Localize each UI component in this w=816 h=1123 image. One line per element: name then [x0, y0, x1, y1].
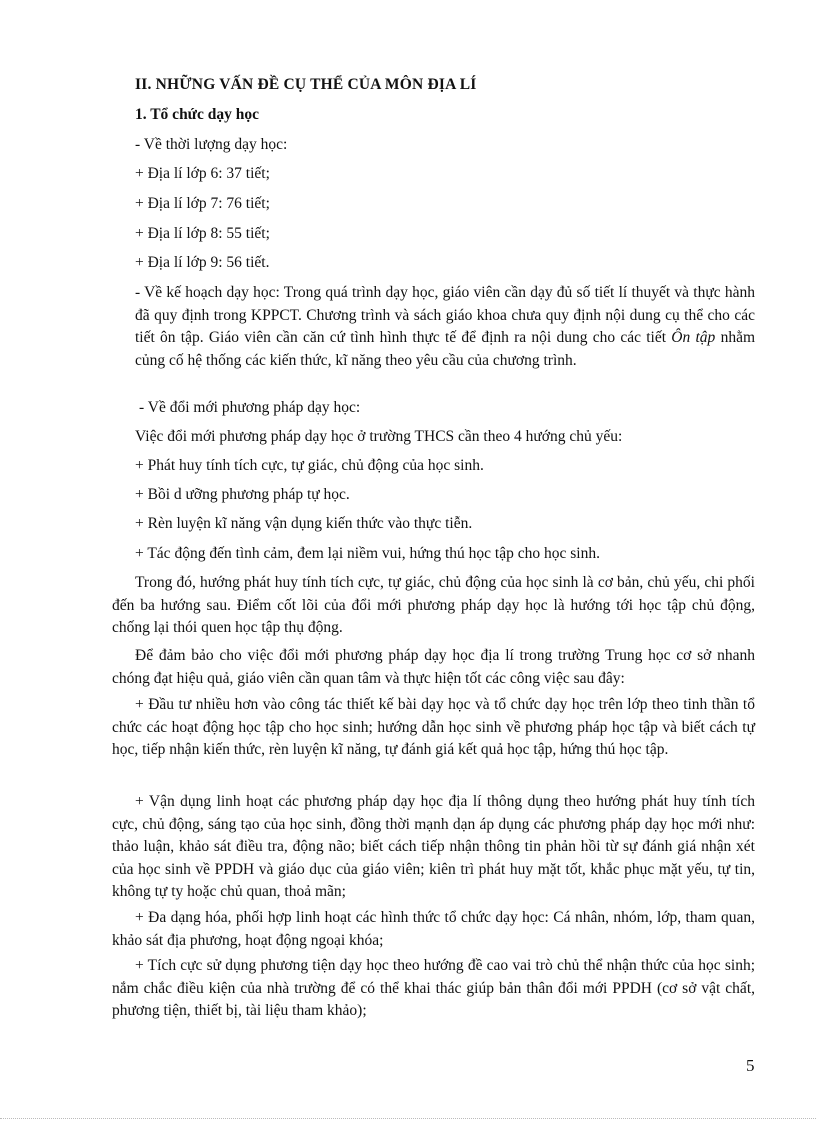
grade-line: + Địa lí lớp 6: 37 tiết;	[135, 165, 270, 182]
plan-text-em: Ôn tập	[671, 329, 716, 346]
page-number: 5	[746, 1056, 755, 1075]
ensure-paragraph: Để đảm bảo cho việc đổi mới phương pháp dạy học địa lí trong trường Trung học cơ sở nhanh chóng đạt hiệu quả, giáo viên cần quan tâm và thực hiện tốt các công việc sau đây:	[112, 647, 755, 687]
grade-line: + Địa lí lớp 8: 55 tiết;	[135, 225, 270, 242]
section-heading: II. NHỮNG VẤN ĐỀ CỤ THỂ CỦA MÔN ĐỊA LÍ	[135, 76, 477, 93]
grade-line: + Địa lí lớp 7: 76 tiết;	[135, 195, 270, 212]
method-heading: - Về đổi mới phương pháp dạy học:	[139, 399, 361, 416]
plan-text-post: nhằm củng cố hệ thống các kiến thức, kĩ năng theo yêu cầu của chương trình.	[135, 329, 755, 369]
page-border	[0, 1118, 816, 1119]
task-paragraph: + Vận dụng linh hoạt các phương pháp dạy học địa lí thông dụng theo hướng phát huy tính tích cực, chủ động, sáng tạo của học sinh, đồng thời mạnh dạn áp dụng các phương pháp dạy học mới như: thảo luận, khảo sát điều tra, động não; biết cách tiếp nhận thông tin phản hồi từ sự đánh giá nhận xét của học sinh về PPDH và giáo dục của giáo viên; kiên trì phát huy mặt tốt, khắc phục mặt yếu, tự tin, không tự ty hoặc chủ quan, thoả mãn;	[112, 793, 755, 900]
direction-line: + Phát huy tính tích cực, tự giác, chủ động của học sinh.	[135, 457, 484, 474]
core-paragraph: Trong đó, hướng phát huy tính tích cực, tự giác, chủ động của học sinh là cơ bản, chủ yếu, chi phối đến ba hướng sau. Điểm cốt lõi của đổi mới phương pháp dạy học là hướng tới học tập chủ động, chống lại thói quen học tập thụ động.	[112, 574, 755, 636]
direction-line: + Bồi d ưỡng phương pháp tự học.	[135, 486, 350, 503]
task-paragraph: + Đa dạng hóa, phối hợp linh hoạt các hình thức tổ chức dạy học: Cá nhân, nhóm, lớp, tham quan, khảo sát địa phương, hoạt động ngoại khóa;	[112, 909, 755, 949]
task-paragraph: + Tích cực sử dụng phương tiện dạy học theo hướng đề cao vai trò chủ thể nhận thức của học sinh; nắm chắc điều kiện của nhà trường để có thể khai thác giúp bản thân đổi mới PPDH (cơ sở vật chất, phương tiện, thiết bị, tài liệu tham khảo);	[112, 957, 755, 1019]
time-heading: - Về thời lượng dạy học:	[135, 136, 288, 153]
method-intro: Việc đổi mới phương pháp dạy học ở trường THCS cần theo 4 hướng chủ yếu:	[135, 428, 623, 445]
plan-paragraph	[135, 282, 755, 372]
task-paragraph: + Đầu tư nhiều hơn vào công tác thiết kế bài dạy học và tổ chức dạy học trên lớp theo tinh thần tổ chức các hoạt động học tập cho học sinh; hướng dẫn học sinh về phương pháp học tập và biết cách tự học, tiếp nhận kiến thức, rèn luyện kĩ năng, tự đánh giá kết quả học tập, hứng thú học tập.	[112, 696, 755, 758]
grade-line: + Địa lí lớp 9: 56 tiết.	[135, 254, 270, 271]
direction-line: + Rèn luyện kĩ năng vận dụng kiến thức vào thực tiễn.	[135, 515, 473, 532]
subheading: 1. Tổ chức dạy học	[135, 106, 259, 123]
plan-text-pre: - Về kế hoạch dạy học: Trong quá trình dạy học, giáo viên cần dạy đủ số tiết lí thuyết và thực hành đã quy định trong KPPCT. Chương trình và sách giáo khoa chưa quy định nội dung cụ thể cho các tiết ôn tập. Giáo viên cần căn cứ tình hình thực tế để định ra nội dung cho các tiết	[135, 284, 755, 346]
direction-line: + Tác động đến tình cảm, đem lại niềm vui, hứng thú học tập cho học sinh.	[135, 545, 600, 562]
